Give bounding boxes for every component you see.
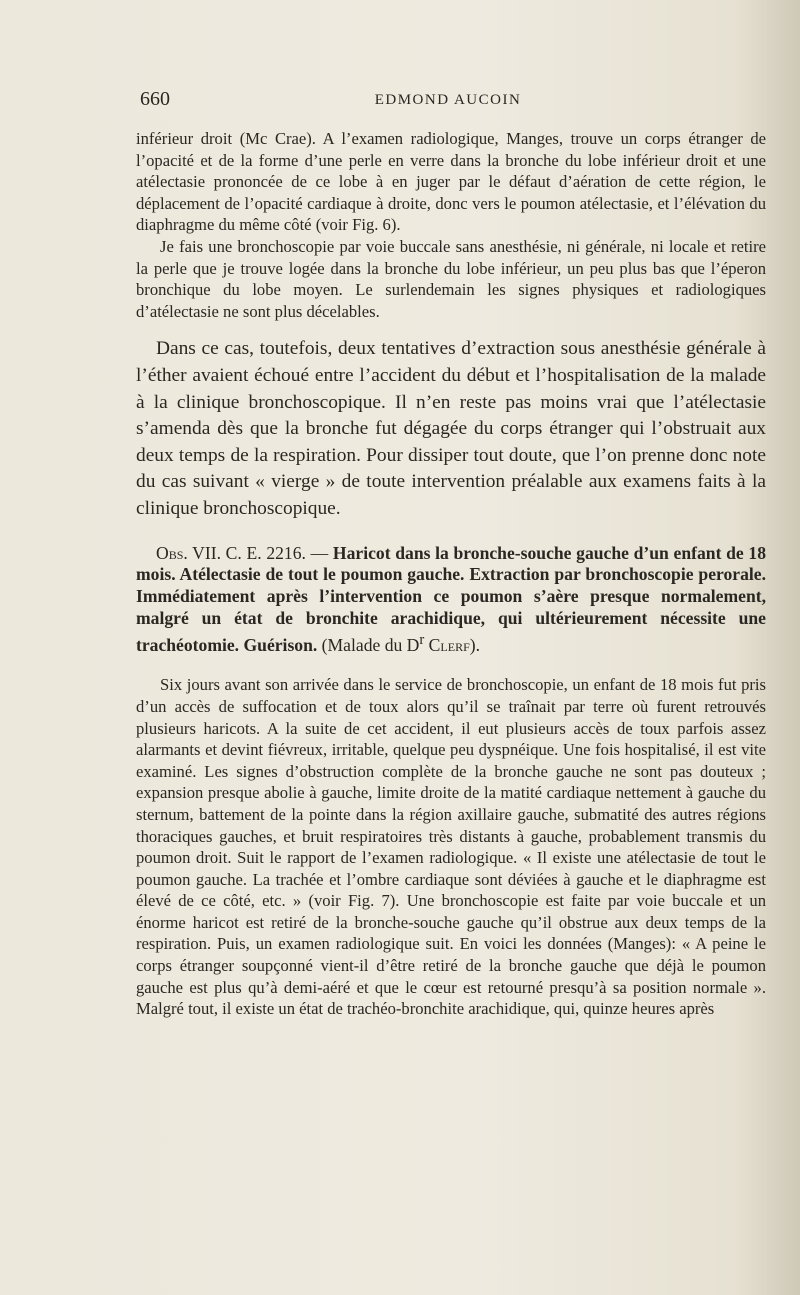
obs-label: Obs.	[156, 542, 188, 563]
obs-clerf: Clerf	[424, 634, 470, 655]
paragraph-2: Je fais une bronchoscopie par voie buccale sans anesthésie, ni générale, ni locale et retire la perle que je trouve logée dans la bronche du lobe inférieur, un peu plus bas que l’éperon bronchique du lobe moyen. Le surlendemain les signes physiques et radiologiques d’atélectasie ne sont plus décelables.	[136, 236, 766, 321]
page-number: 660	[140, 88, 170, 110]
obs-malade: (Malade du D	[317, 634, 420, 655]
paragraph-1: inférieur droit (Mc Crae). A l’examen radiologique, Manges, trouve un corps étranger de l’opacité et de la forme d’une perle en verre dans la bronche du lobe inférieur droit et une atélectasie prononcée de ce lobe à en juger par le défaut d’aération de cette région, le déplacement de l’opacité cardiaque à droite, donc vers le poumon atélectasie, et l’élévation du diaphragme du même côté (voir Fig. 6).	[136, 129, 766, 235]
obs-close: ).	[469, 634, 481, 655]
running-head: EDMOND AUCOIN	[374, 92, 522, 108]
obs-number: VII. C. E. 2216. —	[187, 542, 333, 563]
obs-dr-superscript: r	[419, 631, 425, 648]
paragraph-3: Dans ce cas, toutefois, deux tentatives d’extraction sous anesthésie générale à l’éther avaient échoué entre l’accident du début et l’hospitalisation de la malade à la clinique bronchoscopique. Il n’en reste pas moins vrai que l’atélectasie s’amenda dès que la bronche fut dégagée du corps étranger qui l’obstruait aux deux temps de la respiration. Pour dissiper tout doute, que l’on prenne donc note du cas suivant « vierge » de toute intervention préalable aux examens faits à la clinique bronchoscopique.	[136, 338, 766, 519]
page-body	[136, 128, 766, 1020]
observation-heading	[136, 543, 766, 657]
paragraph-5: Six jours avant son arrivée dans le service de bronchoscopie, un enfant de 18 mois fut pris d’un accès de suffocation et de toux alors qu’il se traînait par terre où furent retrouvés plusieurs haricots. A la suite de cet accident, il eut plusieurs accès de toux parfois assez alarmants et devint fiévreux, irritable, quelque peu dyspnéique. Une fois hospitalisé, il est vite examiné. Les signes d’obstruction complète de la bronche gauche ne sont pas douteux ; expansion presque abolie à gauche, limite droite de la matité cardiaque nettement à gauche du sternum, battement de la pointe dans la région axillaire gauche, submatité des autres régions thoraciques gauches, et bruit respiratoires très distants à gauche, probablement transmis du poumon droit. Suit le rapport de l’examen radiologique. « Il existe une atélectasie de tout le poumon gauche. La trachée et l’ombre cardiaque sont déviées à gauche et le diaphragme est élevé de ce côté, etc. » (voir Fig. 7). Une bronchoscopie est faite par voie buccale et un énorme haricot est retiré de la bronche-souche gauche qu’il obstrue aux deux temps de la respiration. Puis, un examen radiologique suit. En voici les données (Manges): « A peine le corps étranger soupçonné vient-il d’être retiré de la bronche gauche que déjà le poumon gauche est plus qu’à demi-aéré et que le cœur est retourné presqu’à sa position normale ». Malgré tout, il existe un état de trachéo-bronchite arachidique, qui, quinze heures après	[136, 675, 766, 1019]
page-header	[128, 88, 768, 118]
obs-title: Haricot dans la bronche-souche gauche d’un enfant de 18 mois. Atélectasie de tout le poumon gauche. Extraction par bronchoscopie perorale. Immédiatement après l’intervention ce poumon s’aère presque normalement, malgré un état de bronchite arachidique, qui ultérieurement nécessite une trachéotomie. Guérison.	[136, 542, 766, 655]
